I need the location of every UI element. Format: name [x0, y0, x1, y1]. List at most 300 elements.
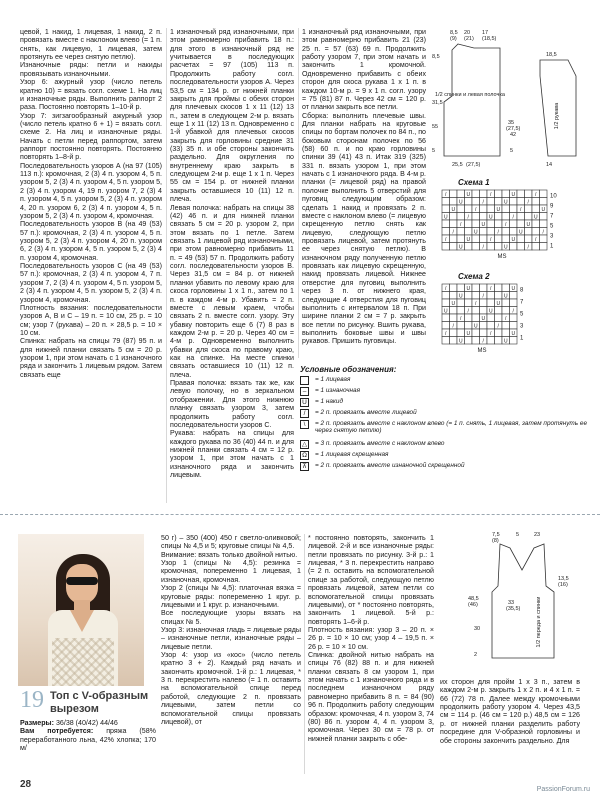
chart-cell [510, 314, 518, 322]
chart-cell [457, 299, 465, 307]
paragraph: Последовательность узоров С (на 49 (53) 57 п.): кромочная, 2 (3) 4 п. узором 4, 7 п. узором 7, 2 (3) 4 п. узором 4, 5 п. узором 5, 2 (3) 4 п. узором 4, 5 п. узором 5, 2 (3) 4 п. узором 4, кромочная. [20, 262, 162, 304]
legend-title: Условные обозначения: [300, 365, 397, 374]
chart-cell [525, 205, 533, 213]
twisted-knit-symbol-icon: Ω [300, 451, 309, 460]
column-separator [304, 534, 305, 774]
model-number: 19 [20, 687, 44, 713]
stitch-symbol: U [466, 237, 471, 243]
k2tog-symbol-icon: / [300, 409, 309, 418]
stitch-symbol: / [475, 301, 477, 307]
legend-item [300, 398, 590, 409]
chart-cell [472, 190, 480, 198]
chart-cell [517, 243, 525, 251]
chart-cell [502, 213, 510, 221]
stitch-symbol: U [466, 331, 471, 337]
knit-symbol-icon [300, 376, 309, 385]
instructions-column-2 [170, 28, 294, 503]
chart-cell [480, 322, 488, 330]
stitch-symbol: U [466, 192, 471, 198]
chart-cell [502, 329, 510, 337]
column-separator [298, 28, 299, 358]
chart-cell [450, 329, 458, 337]
scheme-1-label: Схема 1 [458, 178, 490, 187]
stitch-symbol: / [512, 308, 514, 315]
front-back-outline [492, 544, 554, 658]
height-label: 55 [432, 124, 439, 130]
stitch-symbol: / [445, 237, 447, 243]
row-number: 5 [520, 311, 524, 318]
legend-item [300, 376, 590, 387]
legend-text: = 1 лицевая [315, 376, 351, 383]
site-watermark: PassionForum.ru [536, 786, 590, 793]
chart-cell [450, 190, 458, 198]
panel-label: 1/2 переда и спинки [536, 596, 542, 648]
stitch-symbol: U [503, 293, 508, 300]
chart-cell [487, 220, 495, 228]
materials-value: пряжа (58% переработанного льна, 42% хлопка; 170 м/ [20, 727, 156, 753]
chart-cell [487, 322, 495, 330]
stitch-symbol: / [490, 286, 492, 292]
chart-cell [510, 299, 518, 307]
chart-cell [510, 220, 518, 228]
chart-cell [502, 235, 510, 243]
stitch-symbol: / [527, 244, 529, 251]
stitch-symbol: / [460, 316, 462, 322]
chart-cell [540, 235, 548, 243]
paragraph: Левая полочка: набрать на спицы 38 (42) 46 п. и для нижней планки связать 5 см = 20 р. узором 2, при этом вязать по 1 петле. Затем связать 1 лицевой ряд изнаночными, при этом равномерно прибавить 11 п. = 49 (53) 57 п. Продолжить работу согл. последовательности узоров В. Через 31,5 см = 84 р. от нижней планки убавить по левому краю для скоса горловины 1 х 1 п., затем по 1 п. в каждом 4-м р. Убавить = 2 п. вместе с левым краем, чтобы связать 2 п. вместе согл. узору. Эту убавку повторить еще 6 (7) 8 раз в каждом 2-м р. = 20 р. Через 40 см = 4-м р. Одновременно выполнить убавки для скоса по правому краю, как на спинке. На месте спинки связать оставшиеся 10 (11) 12 п. плеча. [170, 203, 294, 379]
chart-cell [487, 228, 495, 236]
width-label: (27,5) [466, 162, 481, 168]
model-title: Топ с V-образным вырезом [50, 690, 149, 715]
chart-cell [540, 220, 548, 228]
chart-cell [480, 284, 488, 292]
back-panel-outline [444, 44, 500, 156]
width-label: 25,5 [452, 162, 463, 168]
legend-text: = 3 п. провязать вместе с наклоном влево [315, 440, 445, 447]
chart-cell [465, 198, 473, 206]
row-number: 3 [550, 233, 554, 240]
stitch-symbol: / [527, 199, 529, 206]
paragraph: Сборка: выполнить плечевые швы. Для планки набрать на круговые спицы по бортам полочек по 84 п., по боковым сторонам полочек по 56 (58) 60 п. и по краю горловины спинки 39 (41) 43 п. Итак 319 (325) 331 п. вязать узором 1, при этом начать с 1 изнаночного ряда. В 4-м р. планки (= лицевой ряд) на правой полочке выполнить 5 отверстий для пуговиц следующим образом: сделать 1 накид и провязать 2 п. вместе с наклоном влево (= лицевую скрещенную петлю снять как лицевую, следующую петлю провязать лицевой, затем протянуть ее через снятую петлю). В изнаночном ряду полученную петлю провязать как лицевую скрещенную, накид провязать лицевой. Нижнее отверстие для пуговиц выполнить через 3 п. от нижнего края, следующие 4 отверстия для пуговиц выполнить с интервалом 18 п. При ширине планки 2 см = 7 р. закрыть все петли по рисунку. Вшить рукава, выполнить боковые швы и швы рукавов. Пришить пуговицы. [302, 111, 426, 346]
materials-block [20, 719, 156, 777]
stitch-symbol: / [490, 331, 492, 337]
chart-cell [465, 299, 473, 307]
chart-cell [502, 299, 510, 307]
row-number: 7 [520, 299, 524, 306]
stitch-symbol: U [503, 199, 508, 206]
paragraph: Изнаночные ряды: петли и накиды провязывать изнаночными. [20, 61, 162, 78]
chart-cell [450, 198, 458, 206]
chart-cell [517, 235, 525, 243]
chart-cell [465, 322, 473, 330]
stitch-symbol: U [511, 192, 516, 198]
chart-cell [487, 314, 495, 322]
dimension-label: 13,5 [558, 576, 569, 582]
chart-cell [502, 307, 510, 315]
stitch-symbol: U [443, 214, 448, 221]
chart-cell [457, 307, 465, 315]
chart-cell [472, 243, 480, 251]
legend-item [300, 420, 590, 440]
scheme-1-chart [440, 188, 590, 260]
stitch-symbol: U [481, 222, 486, 228]
stitch-symbol: / [490, 237, 492, 243]
width-label: (18,5) [482, 36, 497, 42]
chart-cell [525, 190, 533, 198]
legend-text: = 1 изнаночная [315, 387, 361, 394]
stitch-symbol: / [505, 222, 507, 228]
chart-cell [510, 198, 518, 206]
chart-cell [525, 213, 533, 221]
ssk-symbol-icon: \ [300, 420, 309, 429]
chart-cell [442, 243, 450, 251]
chart-cell [457, 228, 465, 236]
chart-cell [450, 220, 458, 228]
stitch-symbol: U [451, 207, 456, 213]
stitch-symbol: U [466, 286, 471, 292]
chart-cell [495, 198, 503, 206]
dimension-label: 30 [474, 626, 481, 632]
row-number: 8 [520, 287, 524, 294]
chart-cell [487, 243, 495, 251]
dimension-label: 33 [508, 600, 515, 606]
stitch-symbol: U [488, 214, 493, 221]
chart-cell [450, 292, 458, 300]
chart-cell [495, 243, 503, 251]
height-label: 42 [510, 132, 517, 138]
width-label: 17 [482, 30, 489, 36]
paragraph: Последовательность узоров А (на 97 (105) 113 п.): кромочная, 2 (3) 4 п. узором 4, 5 п. узором 5, 2 (3) 4 п. узором 4, 5 п. узором 5, 2 (3) 4 п. узором 4, 19 п. узором 7, 2 (3) 4 п. узором 4, 5 п. узором 5, 2 (3) 4 п. узором 4, 20 п. узором 6, 2 (3) 4 п. узором 4, 5 п. узором 5, 2 (3) 4 п. узором 4, кромочная. [20, 161, 162, 220]
chart-cell [517, 213, 525, 221]
paragraph: Узор 7: зигзагообразный ажурный узор (число петель кратно 6 + 1) = вязать согл. схеме 2. На лиц и изнаночные ряды. Начать с петли перед раппортом, затем раппорт постоянно повторять. Постоянно повторять 1–8-й р. [20, 111, 162, 162]
dimension-label: 5 [516, 532, 520, 538]
chart-cell [480, 307, 488, 315]
stitch-symbol: / [535, 192, 537, 198]
chart-cell [495, 284, 503, 292]
chart-cell [495, 314, 503, 322]
stitch-symbol: U [458, 293, 463, 300]
chart-cell [457, 329, 465, 337]
paragraph: Плотность вязания: узор 3 – 20 п. × 26 р. = 10 × 10 см; узор 4 – 19,5 п. × 26 р. = 10 × 10 см. [308, 625, 434, 651]
chart-cell [472, 314, 480, 322]
legend-item [300, 451, 590, 462]
instructions-column-3 [302, 28, 426, 348]
stitch-symbol: / [452, 229, 454, 236]
chart-cell [532, 228, 540, 236]
chart-cell [517, 198, 525, 206]
stitch-symbol: U [518, 229, 523, 236]
chart-cell [480, 228, 488, 236]
stitch-symbol: / [505, 316, 507, 322]
stitch-symbol: U [496, 301, 501, 307]
paragraph: Узор 1 (спицы № 4,5): резинка = кромочная, попеременно 1 лицевая, 1 изнаночная, кромочная. [161, 559, 301, 584]
chart-cell [495, 329, 503, 337]
scheme-2-chart [440, 282, 560, 354]
paragraph: Узор 4: узор из «кос» (число петель кратно 3 + 2). Каждый ряд начать и закончить кромочной. 1-й р.: 1 лицевая, * 3 п. перекрестить налево (= 1 п. оставить на вспомогательной спице перед работой, следующие 2 п. провязать лицевыми, затем петли со вспомогательной спицы провязать лицевой), от [161, 651, 301, 726]
chart-cell [517, 220, 525, 228]
instructions-column-1 [20, 28, 162, 503]
chart-cell [540, 243, 548, 251]
chart-cell [450, 213, 458, 221]
chart-cell [487, 337, 495, 345]
chart-cell [450, 243, 458, 251]
dimension-label: (16) [558, 582, 568, 588]
legend-text: = 2 п. провязать вместе с наклоном влево (= 1 п. снять, 1 лицевая, затем протянуть ее через снятую петлю) [315, 420, 587, 434]
dimension-label: 7,5 [492, 532, 500, 538]
chart-cell [480, 205, 488, 213]
row-number: 1 [520, 335, 524, 342]
chart-cell [450, 235, 458, 243]
stitch-symbol: U [503, 244, 508, 251]
chart-cell [472, 213, 480, 221]
chart-cell [480, 235, 488, 243]
chart-cell [525, 228, 533, 236]
sk2p-symbol-icon: △ [302, 441, 307, 448]
legend-text: = 2 п. провязать вместе лицевой [315, 409, 417, 416]
chart-cell [442, 220, 450, 228]
chart-cell [495, 220, 503, 228]
chart-cell [532, 220, 540, 228]
stitch-symbol: U [481, 316, 486, 322]
chart-cell [450, 314, 458, 322]
chart-cell [472, 220, 480, 228]
chart-cell [442, 198, 450, 206]
sleeve-label: 18,5 [546, 52, 557, 58]
column-separator [166, 28, 167, 503]
chart-cell [532, 205, 540, 213]
row-number: 3 [520, 323, 524, 330]
chart-cell [442, 228, 450, 236]
legend-item [300, 387, 590, 398]
height-label: 31,5 [432, 100, 443, 106]
chart-cell [510, 243, 518, 251]
chart-cell [465, 220, 473, 228]
dimension-label: 23 [534, 532, 541, 538]
chart-cell [442, 337, 450, 345]
stitch-symbol: / [445, 192, 447, 198]
chart-cell [480, 190, 488, 198]
paragraph: 1 изнаночный ряд изнаночными, при этом равномерно прибавить 21 (23) 25 п. = 57 (63) 69 п. Продолжить работу узором 7, при этом начать и закончить 1 кромочной. Одновременно прибавить с обеих сторон для скоса рукава 1 х 1 п. в каждом 10-м р. = 9 х 1 п. согл. узору = 75 (81) 87 п. Через 42 см = 120 р. от планки закрыть все петли. [302, 28, 426, 112]
row-number: 7 [550, 213, 554, 220]
stitch-symbol: U [458, 338, 463, 345]
sizes-label: Размеры: [20, 719, 54, 727]
model19-column-4 [440, 678, 580, 778]
stitch-symbol: / [460, 222, 462, 228]
dimension-label: (35,5) [506, 606, 521, 612]
chart-cell [450, 337, 458, 345]
paragraph: 1 изнаночный ряд изнаночными, при этом равномерно прибавить 18 п.: для этого в изнаночный ряд не учитывается в последующих расчетах = 97 (105) 113 п. Продолжить работу согл. последовательности узоров А. Через 53,5 см = 134 р. от нижней планки закрыть для проймы с обеих сторон для плечевых скосов 1 х 11 (12) 13 п., затем в следующем 2-м р. вязать еще 1 х 11 (12) 13 п. Одновременно с 1-й убавкой для плечевых скосов закрыть для горловины средние 31 (33) 35 п. и обе стороны закончить раздельно. Для округления по внутреннему краю закрыть в следующем 2-м р. еще 1 х 1 п. Через 55 см = 154 р. от нижней планки закрыть оставшиеся 10 (11) 12 п. плеча. [170, 28, 294, 204]
panel-label: 1/2 рукава [554, 102, 560, 130]
stitch-symbol: U [496, 207, 501, 213]
legend-text: = 2 п. провязать вместе изнаночной скрещенной [315, 462, 465, 469]
stitch-symbol: U [511, 237, 516, 243]
chart-cell [465, 292, 473, 300]
chart-cell [450, 307, 458, 315]
sunglasses-icon [66, 577, 98, 585]
stitch-symbol: / [482, 199, 484, 206]
stitch-symbol: U [473, 323, 478, 330]
width-label: (9) [450, 36, 457, 42]
yarn-over-symbol-icon: U [300, 398, 309, 407]
chart-cell [442, 292, 450, 300]
repeat-label: MS [497, 254, 507, 260]
chart-cell [532, 243, 540, 251]
legend-text: = 1 накид [315, 398, 344, 405]
chart-cell [502, 284, 510, 292]
stitch-symbol: U [458, 244, 463, 251]
stitch-symbol: / [497, 323, 499, 330]
model19-column-3 [308, 534, 434, 774]
paragraph: Все последующие узоры вязать на спицах № 5. [161, 609, 301, 626]
stitch-symbol: / [475, 207, 477, 213]
row-number: 5 [550, 223, 554, 230]
model-photo [18, 534, 144, 686]
chart-cell [540, 213, 548, 221]
chart-cell [495, 292, 503, 300]
width-label: 20 [464, 30, 471, 36]
chart-cell [472, 198, 480, 206]
chart-cell [465, 243, 473, 251]
dimension-label: (46) [468, 602, 478, 608]
stitch-symbol: U [511, 331, 516, 337]
page-number: 28 [20, 779, 32, 790]
paragraph: цевой, 1 накид, 1 лицевая, 1 накид, 2 п. провязать вместе с наклоном влево (= 1 п. снять, как лицевую, 1 лицевая, затем протянуть ее через снятую петлю). [20, 28, 162, 62]
chart-cell [517, 190, 525, 198]
stitch-symbol: U [443, 308, 448, 315]
chart-cell [442, 299, 450, 307]
legend-text: = 1 лицевая скрещенная [315, 451, 389, 458]
chart-cell [502, 322, 510, 330]
paragraph: Узор 3: изнаночная гладь = лицевые ряды – изнаночные петли, изнаночные ряды – лицевые петли. [161, 625, 301, 651]
chart-cell [472, 329, 480, 337]
chart-cell [487, 205, 495, 213]
chart-cell [450, 284, 458, 292]
paragraph: Узор 2 (спицы № 4,5): платочная вязка = круговые ряды: попеременно 1 круг. р. лицевыми и 1 круг. р. изнаночными. [161, 584, 301, 609]
panel-label: 1/2 спинки и левая полочка [435, 92, 505, 98]
legend [300, 376, 590, 473]
stitch-symbol: U [458, 199, 463, 206]
legend-item [300, 409, 590, 420]
width-label: 8,5 [450, 30, 458, 36]
chart-cell [510, 205, 518, 213]
stitch-symbol: / [512, 214, 514, 221]
chart-cell [457, 205, 465, 213]
chart-cell [480, 213, 488, 221]
chart-cell [495, 307, 503, 315]
materials-label: Вам потребуется: [20, 727, 94, 736]
model19-column-2 [161, 534, 301, 774]
chart-cell [487, 299, 495, 307]
chart-cell [457, 235, 465, 243]
chart-cell [472, 307, 480, 315]
scheme-2-label: Схема 2 [458, 272, 490, 281]
chart-cell [465, 337, 473, 345]
chart-cell [525, 235, 533, 243]
chart-cell [457, 213, 465, 221]
stitch-symbol: U [511, 286, 516, 292]
stitch-symbol: / [482, 293, 484, 300]
chart-cell [502, 228, 510, 236]
dimension-label: (8) [492, 538, 499, 544]
chart-cell [487, 198, 495, 206]
stitch-symbol: / [467, 308, 469, 315]
chart-cell [457, 322, 465, 330]
chart-cell [532, 198, 540, 206]
chart-cell [510, 337, 518, 345]
chart-cell [510, 322, 518, 330]
chart-cell [480, 329, 488, 337]
stitch-symbol: / [520, 207, 522, 213]
chart-cell [472, 235, 480, 243]
paragraph: Правая полочка: вязать так же, как левую полочку, но в зеркальном отображении. Для этого нижнюю планку связать узором 3, затем продолжить работу согл. последовательности узоров С. [170, 379, 294, 429]
height-label: 5 [510, 148, 514, 154]
chart-cell [442, 205, 450, 213]
paragraph: * постоянно повторять, закончить 1 лицевой. 2-й и все изнаночные ряды: петли провязать по рисунку. 3-й р.: 1 лицевая, * 3 п. перекрестить направо (= 2 п. оставить на вспомогательной спице за работой, следующую петлю провязать лицевой, затем петли со вспомогательной спицы провязать лицевыми), от * постоянно повторять, закончить 1 лицевой. 5-й р.: повторять 1–6-й р. [308, 534, 434, 626]
paragraph: 50 г) – 350 (400) 450 г светло-оливковой; спицы № 4,5 и 5; круговые спицы № 4,5. [161, 534, 301, 551]
purl-symbol-icon: – [300, 387, 309, 396]
chart-cell [472, 337, 480, 345]
dimension-label: 2 [474, 652, 478, 658]
paragraph: Рукава: набрать на спицы для каждого рукава по 36 (40) 44 п. и для нижней планки связать 4 см = 12 р. узором 1, при этом начать с 1 изнаночного ряда и закончить лицевым. [170, 429, 294, 480]
chart-cell [465, 314, 473, 322]
sizes-value: 36/38 (40/42) 44/46 [55, 719, 118, 727]
stitch-symbol: U [488, 308, 493, 315]
stitch-symbol: U [451, 301, 456, 307]
height-label: (27,5) [506, 126, 521, 132]
stitch-symbol: / [445, 286, 447, 292]
height-label: 8,5 [432, 54, 440, 60]
chart-cell [502, 190, 510, 198]
stitch-symbol: U [503, 338, 508, 345]
paragraph: Узор 6: ажурный узор (число петель кратно 10) = вязать согл. схеме 1. На лиц и изнаночные ряды. Выполнить раппорт 2 раза. Постоянно повторять 1–10-й р. [20, 78, 162, 112]
chart-cell [457, 190, 465, 198]
chart-cell [540, 190, 548, 198]
width-label: (21) [464, 36, 474, 42]
stitch-symbol: U [541, 207, 546, 213]
chart-cell [495, 337, 503, 345]
chart-cell [457, 284, 465, 292]
stitch-symbol: / [535, 237, 537, 243]
paragraph: Спинка: набрать на спицы 79 (87) 95 п. и для нижней планки связать 5 см = 20 р. узором 1, при этом начать с 1 изнаночного ряда и закончить 1 лицевым рядом. Затем связать еще [20, 337, 162, 379]
stitch-symbol: / [445, 331, 447, 337]
garment-pattern-diagram [430, 26, 590, 172]
chart-cell [502, 205, 510, 213]
legend-item [300, 462, 590, 473]
height-label: 5 [432, 148, 436, 154]
chart-cell [510, 292, 518, 300]
twisted-p2tog-symbol-icon: ⊼ [300, 462, 309, 471]
row-number: 9 [550, 203, 554, 210]
sleeve-label: 14 [546, 162, 553, 168]
row-number: 10 [550, 193, 557, 200]
stitch-symbol: / [452, 323, 454, 330]
chart-cell [540, 198, 548, 206]
chart-cell [472, 284, 480, 292]
paragraph: Плотность вязания: последовательности узоров А, В и С – 19 п. = 10 см, 25 р. = 10 см; узор 7 (рукава) – 20 п. × 28,5 р. = 10 × 10 см. [20, 303, 162, 337]
stitch-symbol: / [482, 244, 484, 251]
chart-cell [480, 299, 488, 307]
chart-cell [465, 205, 473, 213]
chart-cell [510, 228, 518, 236]
height-label: 35 [508, 120, 515, 126]
stitch-symbol: / [482, 338, 484, 345]
paragraph: их сторон для пройм 1 х 3 п., затем в каждом 2-м р. закрыть 1 х 2 п. и 4 х 1 п. = 66 (72) 78 п. Далее между кромочными продолжить работу узором 4. Через 43,5 см = 114 р. (46 см = 120 р.) 48,5 см = 126 р. от нижней планки разделить работу посредине для V-образной горловины и обе стороны закончить раздельно. Для [440, 678, 580, 745]
stitch-symbol: / [490, 192, 492, 198]
chart-cell [487, 292, 495, 300]
chart-cell [472, 292, 480, 300]
paragraph: Спинка: двойной нитью набрать на спицы 76 (82) 88 п. и для нижней планки связать 8 см узором 1, при этом начать с 1 изнаночного ряда и в последнем изнаночном ряду равномерно прибавить 8 п. = 84 (90) 96 п. Продолжить работу следующим образом: кромочная, 4 п. узором 3, 74 (80) 86 п. узором 4, 4 п. узором 3, кромочная. Через 30 см = 78 р. от нижней планки закрыть с обе- [308, 651, 434, 743]
chart-cell [495, 235, 503, 243]
